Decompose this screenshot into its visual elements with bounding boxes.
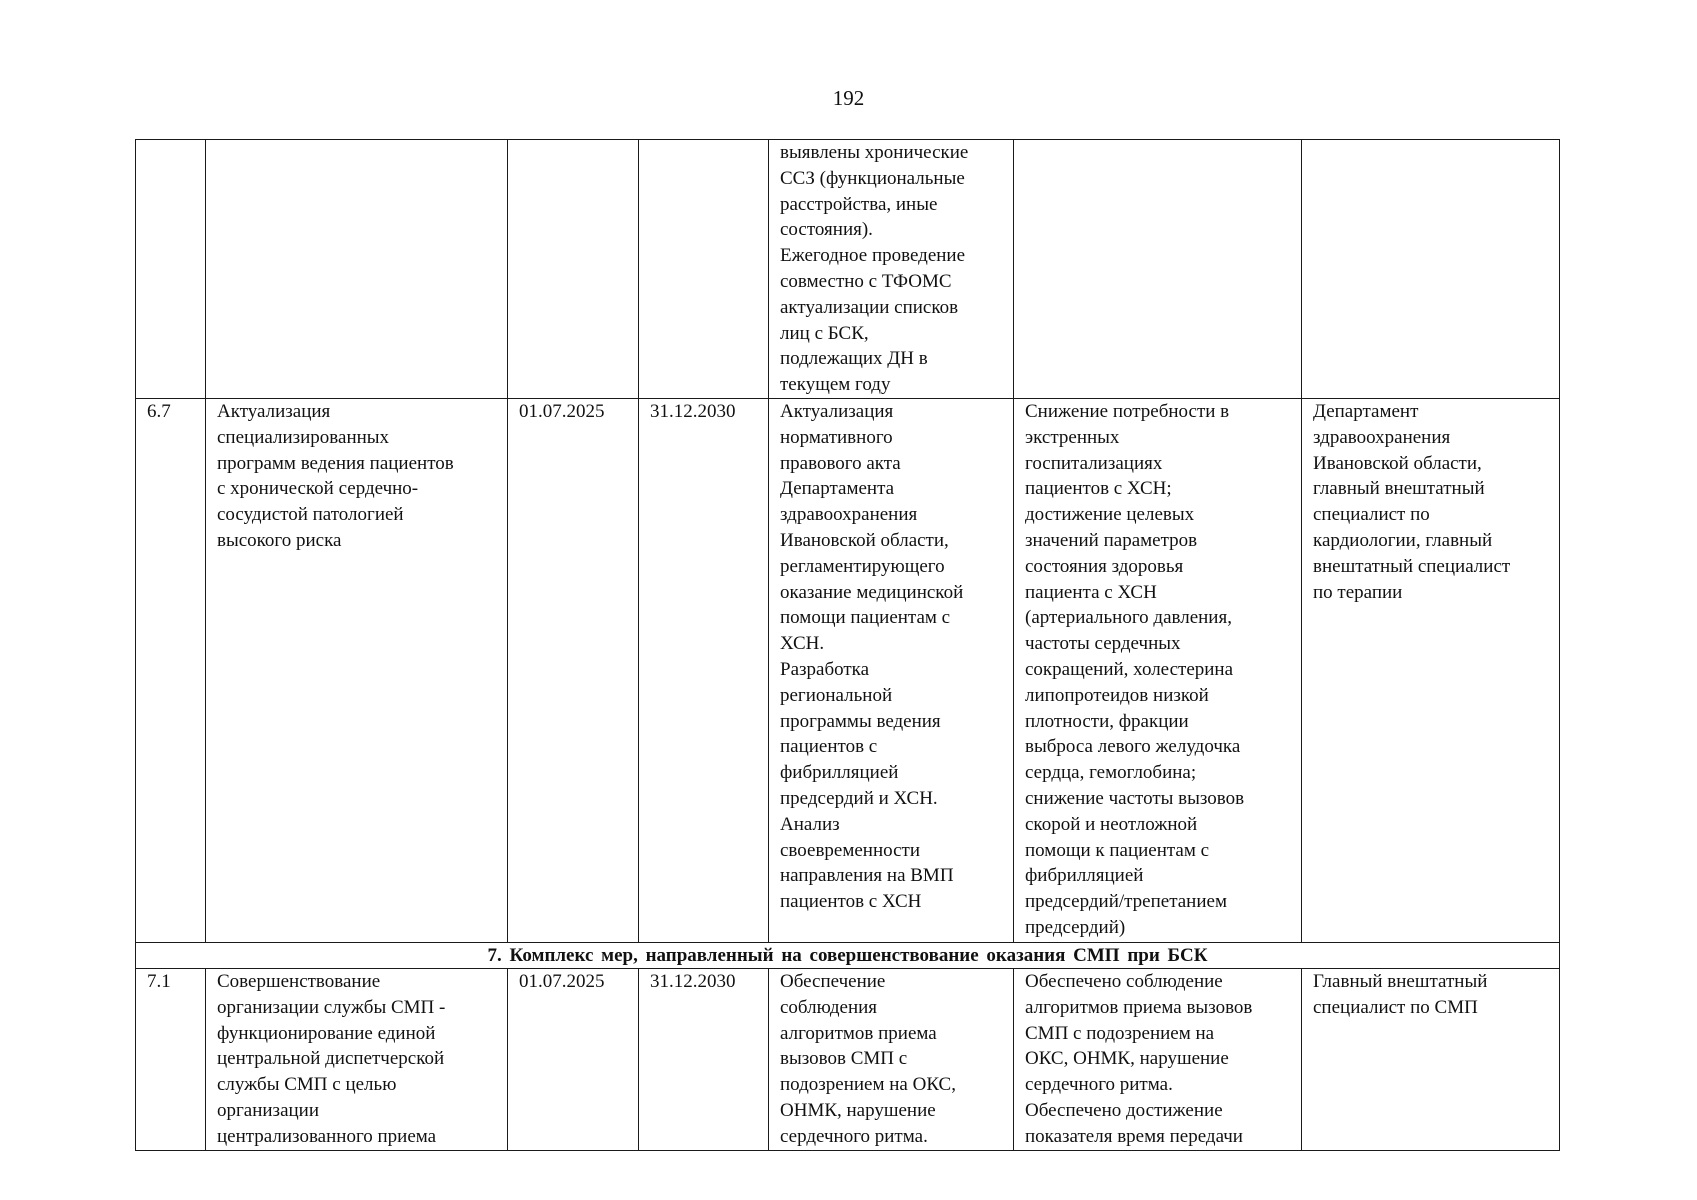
section-heading: 7. Комплекс мер, направленный на совершенствование оказания СМП при БСК: [136, 943, 1560, 969]
row-number-cell: [136, 140, 206, 399]
responsible-cell: Департамент здравоохранения Ивановской области, главный внештатный специалист по кардиологии, главный внештатный специалист по терапии: [1302, 399, 1560, 943]
row-number-cell: 6.7: [136, 399, 206, 943]
end-date-cell: [639, 140, 769, 399]
responsible-cell: Главный внештатный специалист по СМП: [1302, 969, 1560, 1151]
result-cell: выявлены хронические ССЗ (функциональные расстройства, иные состояния). Ежегодное проведение совместно с ТФОМС актуализации списков лиц с БСК, подлежащих ДН в текущем году: [769, 140, 1014, 399]
result-cell: Актуализация нормативного правового акта Департамента здравоохранения Ивановской области, регламентирующего оказание медицинской помощи пациентам с ХСН. Разработка региональной программы ведения пациентов с фибрилляцией предсердий и ХСН. Анализ своевременности направления на ВМП пациентов с ХСН: [769, 399, 1014, 943]
page-number: 192: [832, 86, 865, 110]
table-row: [136, 399, 1560, 943]
indicator-cell: Снижение потребности в экстренных госпитализациях пациентов с ХСН; достижение целевых значений параметров состояния здоровья пациента с ХСН (артериального давления, частоты сердечных сокращений, холестерина липопротеидов низкой плотности, фракции выброса левого желудочка сердца, гемоглобина; снижение частоты вызовов скорой и неотложной помощи к пациентам с фибрилляцией предсердий/трепетанием предсердий): [1014, 399, 1302, 943]
measure-cell: Совершенствование организации службы СМП - функционирование единой центральной диспетчерской службы СМП с целью организации централизованного приема: [206, 969, 508, 1151]
measure-cell: [206, 140, 508, 399]
responsible-cell: [1302, 140, 1560, 399]
table-row: [136, 140, 1560, 399]
measure-cell: Актуализация специализированных программ ведения пациентов с хронической сердечно- сосудистой патологией высокого риска: [206, 399, 508, 943]
end-date-cell: 31.12.2030: [639, 399, 769, 943]
row-number-cell: 7.1: [136, 969, 206, 1151]
indicator-cell: [1014, 140, 1302, 399]
result-cell: Обеспечение соблюдения алгоритмов приема вызовов СМП с подозрением на ОКС, ОНМК, нарушение сердечного ритма.: [769, 969, 1014, 1151]
measures-table: [135, 139, 1560, 1151]
table-row: [136, 969, 1560, 1151]
indicator-cell: Обеспечено соблюдение алгоритмов приема вызовов СМП с подозрением на ОКС, ОНМК, нарушение сердечного ритма. Обеспечено достижение показателя время передачи: [1014, 969, 1302, 1151]
end-date-cell: 31.12.2030: [639, 969, 769, 1151]
start-date-cell: 01.07.2025: [508, 969, 639, 1151]
start-date-cell: 01.07.2025: [508, 399, 639, 943]
start-date-cell: [508, 140, 639, 399]
section-heading-row: [136, 943, 1560, 969]
